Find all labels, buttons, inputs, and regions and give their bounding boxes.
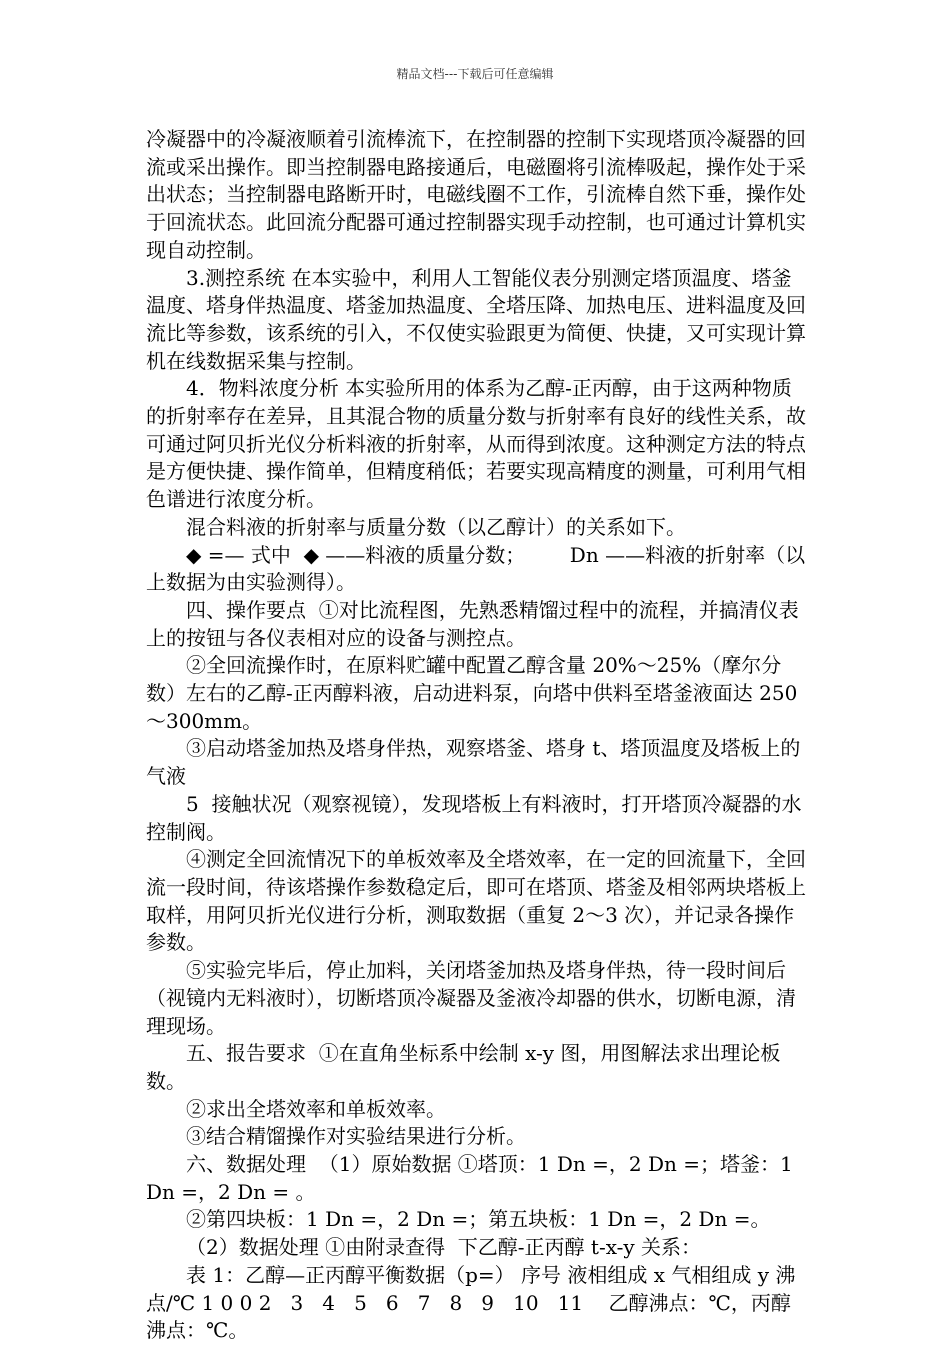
page-header: 精品文档---下载后可任意编辑 [396,67,554,81]
paragraph: ②求出全塔效率和单板效率。 [186,1096,446,1121]
paragraph: 3.测控系统 在本实验中，利用人工智能仪表分别测定塔顶温度、塔釜温度、塔身伴热温度、塔釜加热温度、全塔压降、加热电压、进料温度及回流比等参数，该系统的引入，不仅使实验跟更为简便、快捷，又可实现计算机在线数据采集与控制。 [146,265,806,373]
paragraph: ②第四块板：1 Dn =，2 Dn =；第五块板：1 Dn =，2 Dn =。 [186,1207,771,1232]
paragraph: 混合料液的折射率与质量分数（以乙醇计）的关系如下。 [186,514,686,539]
paragraph: ⑤实验完毕后，停止加料，关闭塔釜加热及塔身伴热，待一段时间后（视镜内无料液时），切断塔顶冷凝器及釜液冷却器的供水，切断电源，清理现场。 [146,958,796,1038]
paragraph: ③结合精馏操作对实验结果进行分析。 [186,1124,526,1149]
paragraph: ③启动塔釜加热及塔身伴热，观察塔釜、塔身 t、塔顶温度及塔板上的气液 [146,736,801,789]
paragraph: ②全回流操作时，在原料贮罐中配置乙醇含量 20%～25%（摩尔分数）左右的乙醇-正丙醇料液，启动进料泵，向塔中供料至塔釜液面达 250～300mm。 [146,653,798,733]
document-body [146,126,810,1345]
paragraph: 六、数据处理 （1）原始数据 ①塔顶：1 Dn =，2 Dn =；塔釜：1 Dn =，2 Dn = 。 [146,1152,800,1204]
paragraph: 表 1：乙醇—正丙醇平衡数据（p=） 序号 液相组成 x 气相组成 y 沸点/℃ 1 0 0 2 3 4 5 6 7 8 9 10 11 乙醇沸点：℃，丙醇沸点：℃。 [146,1262,796,1343]
paragraph: ◆ =— 式中 ◆ ——料液的质量分数； Dn ——料液的折射率（以上数据为由实验测得）。 [146,542,806,595]
paragraph: 五、报告要求 ①在直角坐标系中绘制 x-y 图，用图解法求出理论板数。 [146,1041,781,1093]
paragraph: （2）数据处理 ①由附录查得 下乙醇-正丙醇 t-x-y 关系： [186,1235,702,1260]
paragraph: 冷凝器中的冷凝液顺着引流棒流下，在控制器的控制下实现塔顶冷凝器的回流或采出操作。即当控制器电路接通后，电磁圈将引流棒吸起，操作处于采出状态；当控制器电路断开时，电磁线圈不工作，引流棒自然下垂，操作处于回流状态。此回流分配器可通过控制器实现手动控制，也可通过计算机实现自动控制。 [146,127,806,262]
paragraph: 四、操作要点 ①对比流程图，先熟悉精馏过程中的流程，并搞清仪表上的按钮与各仪表相对应的设备与测控点。 [146,597,799,650]
paragraph: ④测定全回流情况下的单板效率及全塔效率，在一定的回流量下，全回流一段时间，待该塔操作参数稳定后，即可在塔顶、塔釜及相邻两块塔板上取样，用阿贝折光仪进行分析，测取数据（重复 2～3 次），并记录各操作参数。 [146,847,806,955]
paragraph: 5 接触状况（观察视镜），发现塔板上有料液时，打开塔顶冷凝器的水控制阀。 [146,791,802,844]
paragraph: 4．物料浓度分析 本实验所用的体系为乙醇-正丙醇，由于这两种物质的折射率存在差异，且其混合物的质量分数与折射率有良好的线性关系，故可通过阿贝折光仪分析料液的折射率，从而得到浓度。这种测定方法的特点是方便快捷、操作简单，但精度稍低；若要实现高精度的测量，可利用气相色谱进行浓度分析。 [146,376,806,512]
